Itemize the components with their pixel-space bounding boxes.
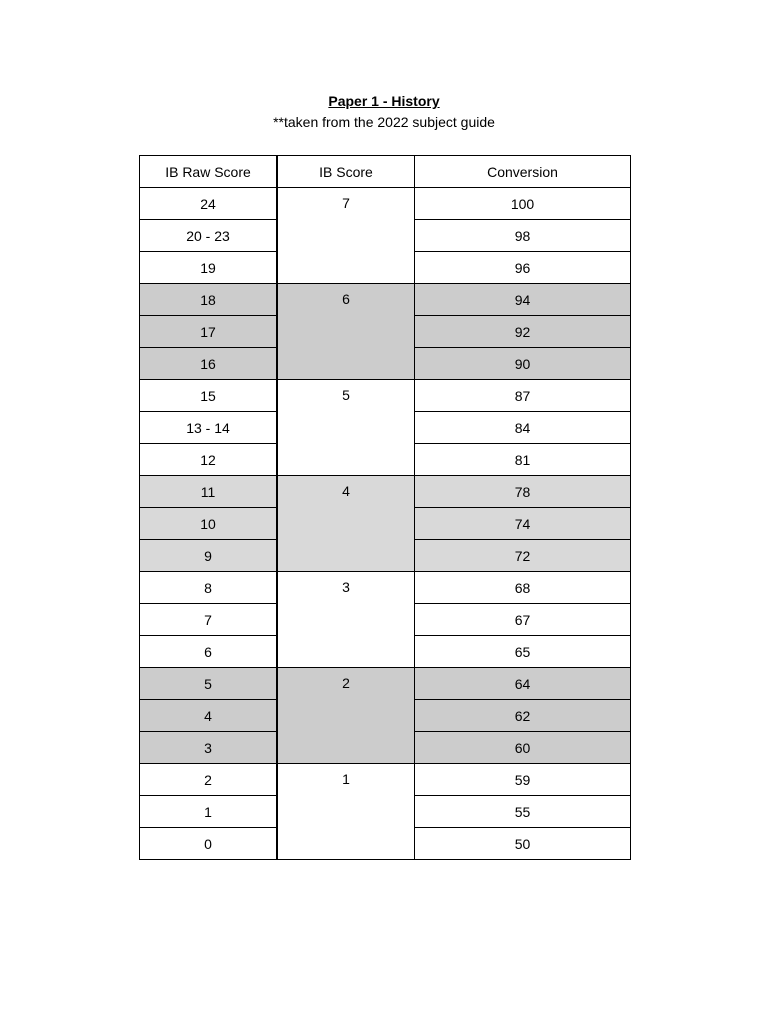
raw-score-cell: 20 - 23 [140,220,278,252]
conversion-cell: 81 [415,444,631,476]
ib-score-cell: 2 [277,668,415,764]
conversion-cell: 98 [415,220,631,252]
conversion-cell: 84 [415,412,631,444]
table-row [140,380,631,412]
conversion-cell: 94 [415,284,631,316]
conversion-cell: 55 [415,796,631,828]
conversion-cell: 67 [415,604,631,636]
table-row [140,668,631,700]
header-ib-score: IB Score [277,156,415,188]
raw-score-cell: 18 [140,284,278,316]
conversion-cell: 50 [415,828,631,860]
raw-score-cell: 2 [140,764,278,796]
conversion-cell: 68 [415,572,631,604]
conversion-cell: 92 [415,316,631,348]
ib-score-cell: 4 [277,476,415,572]
conversion-cell: 100 [415,188,631,220]
raw-score-cell: 24 [140,188,278,220]
table-body [140,188,631,860]
ib-score-cell: 5 [277,380,415,476]
table-row [140,572,631,604]
table-row [140,188,631,220]
header-conversion: Conversion [415,156,631,188]
raw-score-cell: 4 [140,700,278,732]
raw-score-cell: 0 [140,828,278,860]
page-title: Paper 1 - History [328,93,440,109]
score-conversion-table [139,155,631,860]
ib-score-cell: 7 [277,188,415,284]
conversion-cell: 74 [415,508,631,540]
conversion-cell: 62 [415,700,631,732]
raw-score-cell: 19 [140,252,278,284]
page-subtitle: **taken from the 2022 subject guide [273,114,495,130]
table-row [140,764,631,796]
raw-score-cell: 17 [140,316,278,348]
raw-score-cell: 7 [140,604,278,636]
conversion-cell: 64 [415,668,631,700]
ib-score-cell: 6 [277,284,415,380]
table-row [140,476,631,508]
conversion-cell: 78 [415,476,631,508]
conversion-cell: 65 [415,636,631,668]
conversion-cell: 90 [415,348,631,380]
raw-score-cell: 1 [140,796,278,828]
header-ib-raw-score: IB Raw Score [140,156,278,188]
raw-score-cell: 10 [140,508,278,540]
raw-score-cell: 9 [140,540,278,572]
raw-score-cell: 16 [140,348,278,380]
raw-score-cell: 3 [140,732,278,764]
conversion-cell: 96 [415,252,631,284]
conversion-cell: 60 [415,732,631,764]
raw-score-cell: 11 [140,476,278,508]
conversion-cell: 59 [415,764,631,796]
ib-score-cell: 1 [277,764,415,860]
raw-score-cell: 12 [140,444,278,476]
raw-score-cell: 13 - 14 [140,412,278,444]
ib-score-cell: 3 [277,572,415,668]
raw-score-cell: 6 [140,636,278,668]
raw-score-cell: 5 [140,668,278,700]
conversion-cell: 72 [415,540,631,572]
table-row [140,284,631,316]
raw-score-cell: 15 [140,380,278,412]
conversion-cell: 87 [415,380,631,412]
table-header-row [140,156,631,188]
raw-score-cell: 8 [140,572,278,604]
